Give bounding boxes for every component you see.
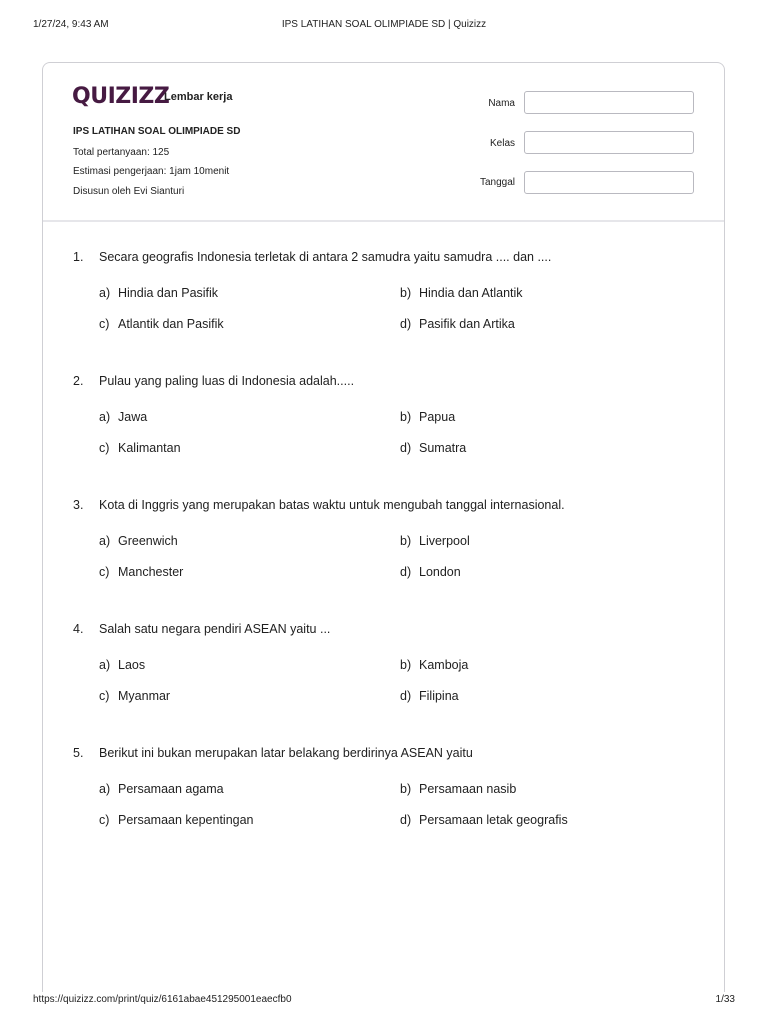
print-footer: [0, 992, 768, 1012]
class-label: Kelas: [489, 138, 515, 149]
question-number: 1.: [73, 250, 84, 264]
author: Disusun oleh Evi Sianturi: [73, 186, 185, 197]
question-1: [73, 250, 693, 331]
worksheet-header: [43, 63, 724, 222]
option-d: d) Persamaan letak geografis: [400, 813, 568, 827]
quiz-title: IPS LATIHAN SOAL OLIMPIADE SD: [73, 126, 241, 137]
option-a: a) Jawa: [99, 410, 148, 424]
option-d: d) Pasifik dan Artika: [400, 317, 515, 331]
option-c: c) Persamaan kepentingan: [99, 813, 254, 827]
question-number: 4.: [73, 622, 84, 636]
option-c: c) Manchester: [99, 565, 184, 579]
name-label: Nama: [488, 98, 515, 109]
option-b: b) Liverpool: [400, 534, 470, 548]
option-c: c) Myanmar: [99, 689, 171, 703]
option-b: b) Papua: [400, 410, 456, 424]
question-3: [73, 498, 693, 579]
option-b: b) Kamboja: [400, 658, 469, 672]
question-number: 3.: [73, 498, 84, 512]
option-c: c) Kalimantan: [99, 441, 181, 455]
question-number: 2.: [73, 374, 84, 388]
print-header: [0, 0, 768, 40]
option-a: a) Hindia dan Pasifik: [99, 286, 219, 300]
total-questions: Total pertanyaan: 125: [73, 147, 170, 158]
option-b: b) Persamaan nasib: [400, 782, 517, 796]
question-2: [73, 374, 693, 455]
option-a: a) Greenwich: [99, 534, 178, 548]
question-text: Kota di Inggris yang merupakan batas waktu untuk mengubah tanggal internasional.: [99, 498, 565, 512]
option-a: a) Laos: [99, 658, 146, 672]
question-text: Pulau yang paling luas di Indonesia adalah.....: [99, 374, 355, 388]
time-estimate: Estimasi pengerjaan: 1jam 10menit: [73, 166, 230, 177]
question-number: 5.: [73, 746, 84, 760]
option-a: a) Persamaan agama: [99, 782, 224, 796]
question-text: Secara geografis Indonesia terletak di antara 2 samudra yaitu samudra .... dan ....: [99, 250, 552, 264]
print-url[interactable]: https://quizizz.com/print/quiz/6161abae451295001eaecfb0: [33, 994, 292, 1005]
option-b: b) Hindia dan Atlantik: [400, 286, 523, 300]
sheet-type-label: Lembar kerja: [164, 91, 233, 103]
print-title: IPS LATIHAN SOAL OLIMPIADE SD | Quizizz: [281, 19, 487, 30]
print-datetime: 1/27/24, 9:43 AM: [33, 19, 109, 30]
worksheet: [42, 62, 725, 992]
quizizz-logo: QUIZIZZ: [72, 84, 170, 109]
page-number: 1/33: [715, 994, 735, 1005]
option-c: c) Atlantik dan Pasifik: [99, 317, 224, 331]
date-field[interactable]: [524, 171, 694, 194]
question-text: Berikut ini bukan merupakan latar belakang berdirinya ASEAN yaitu: [99, 746, 473, 760]
question-text: Salah satu negara pendiri ASEAN yaitu ...: [99, 622, 331, 636]
question-5: [73, 746, 693, 827]
date-label: Tanggal: [479, 177, 515, 188]
question-4: [73, 622, 693, 703]
option-d: d) Sumatra: [400, 441, 467, 455]
name-field[interactable]: [524, 91, 694, 114]
class-field[interactable]: [524, 131, 694, 154]
option-d: d) London: [400, 565, 461, 579]
option-d: d) Filipina: [400, 689, 459, 703]
